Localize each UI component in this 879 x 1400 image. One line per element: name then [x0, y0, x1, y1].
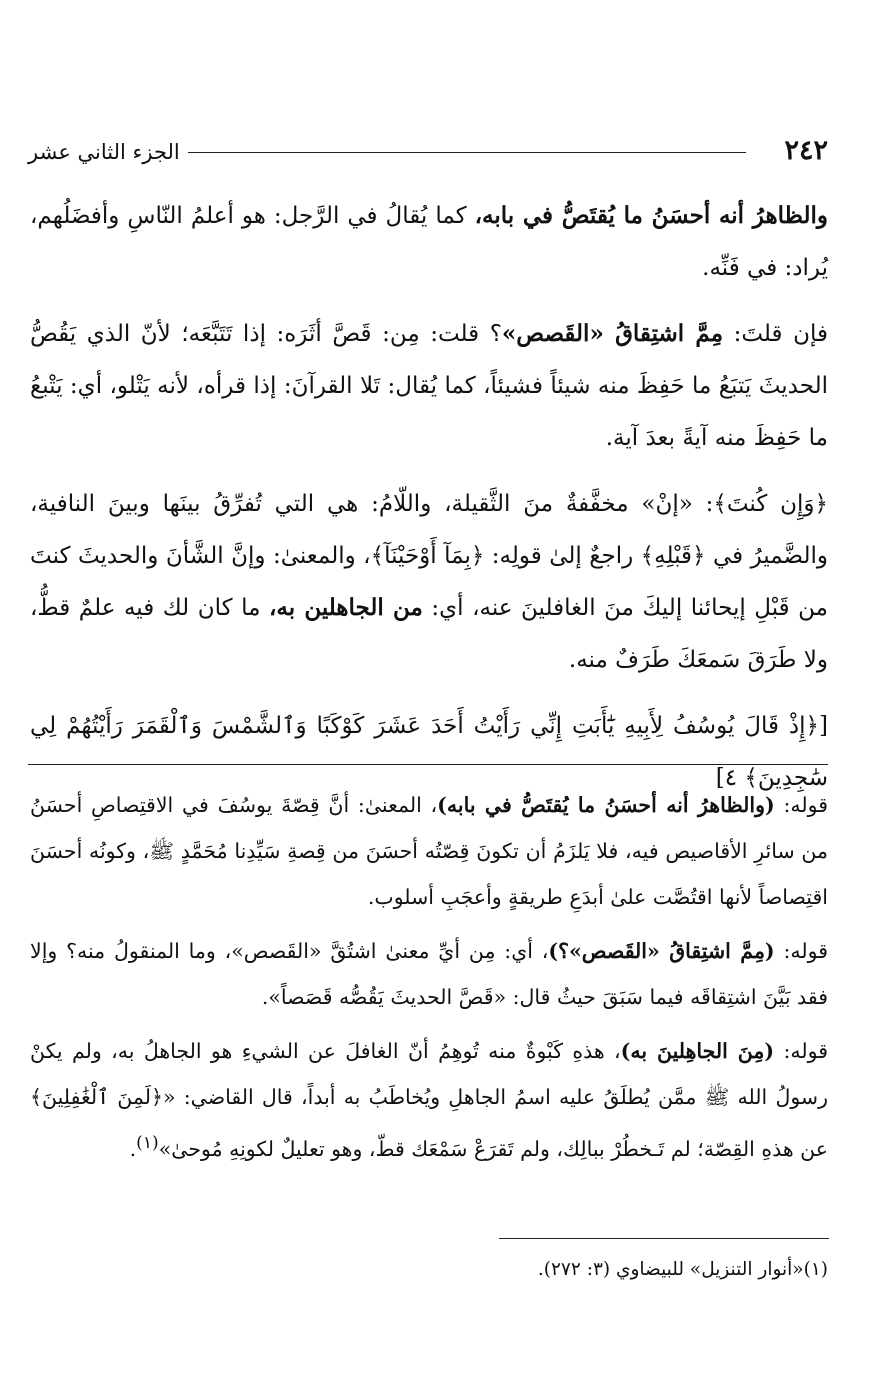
bold-phrase: والظاهرُ أنه أحسَنُ ما يُقتَصُّ في بابه،: [474, 202, 828, 229]
paragraph-text: ، المعنىٰ: أنَّ قِصّةَ يوسُفَ في الاقتِصاصِ أحسَنُ من سائرِ الأقاصيص فيه، فلا يَلزَمُ أن تكونَ قِصّتُه أحسَنَ من قِصةِ سَيِّدِنا مُحَمَّدٍ ﷺ، وكونُه أحسَنَ اقتِصاصاً لأنها اقتُصَّت علىٰ أبدَعِ طريقةٍ وأعجَبِ أسلوب.: [30, 793, 828, 909]
footnote-reference[interactable]: (١): [136, 1133, 159, 1153]
bold-phrase: (مِمَّ اشتِقاقُ «القَصص»؟): [548, 939, 775, 963]
bold-phrase: (مِنَ الجاهِلينَ به): [620, 1039, 775, 1063]
bold-phrase: مِمَّ اشتِقاقُ «القَصص»: [501, 320, 724, 347]
quran-verse: [﴿إِذْ قَالَ يُوسُفُ لِأَبِيهِ يَٰٓأَبَتِ إِنِّي رَأَيْتُ أَحَدَ عَشَرَ كَوْكَبًا وَٱلشَّمْسَ وَٱلْقَمَرَ رَأَيْتُهُمْ لِي سَٰجِدِينَ﴾ ٤]: [30, 713, 828, 791]
bold-phrase: من الجاهلين به،: [268, 594, 423, 621]
paragraph-text: .: [129, 1136, 137, 1161]
section-divider: [28, 764, 828, 765]
paragraph-text: قوله:: [774, 1039, 828, 1063]
paragraph-text: فإن قلتَ:: [723, 321, 828, 347]
paragraph-text: ﴿وَإِن كُنتَ﴾: «إنْ» مخفَّفةٌ منَ الثَّقيلة، واللّامُ: هي التي تُفرِّقُ بينَها وبينَ النافية، والضَّميرُ في ﴿قَبْلِهِ﴾ راجعٌ إلىٰ قولِه: ﴿بِمَآ أَوْحَيْنَآ﴾، والمعنىٰ: وإنَّ الشَّأنَ والحديثَ كنتَ من قَبْلِ إيحائنا إليكَ منَ الغافلينَ عنه، أي:: [30, 491, 828, 621]
paragraph-text: كما يُقالُ في الرَّجل: هو أعلمُ النّاسِ وأفضَلُهم، يُراد: في فَنِّه.: [30, 203, 828, 281]
main-paragraph: [30, 478, 828, 686]
paragraph-text: ما كان لك فيه علمٌ قطُّ، ولا طَرَقَ سَمعَكَ طَرَفٌ منه.: [30, 595, 828, 673]
footnote: (١)«أنوار التنزيل» للبيضاوي (٣: ٢٧٢).: [537, 1259, 828, 1280]
paragraph-text: ؟ قلت: مِن: قَصَّ أثَرَه: إذا تَتَبَّعَه؛ لأنّ الذي يَقُصُّ الحديثَ يَتبَعُ ما حَفِظَ منه شيئاً فشيئاً، كما يُقال: تَلا القرآنَ: إذا قرأه، لأنه يَتْلو، أي: يَتْبعُ ما حَفِظَ منه آيةً بعدَ آية.: [30, 321, 828, 451]
main-paragraph: [30, 308, 828, 464]
commentary-paragraph: [30, 928, 828, 1020]
commentary-section: [30, 782, 828, 1180]
page-header: [28, 133, 828, 173]
commentary-paragraph: [30, 1028, 828, 1172]
footnote-rule: [499, 1238, 829, 1239]
bold-phrase: (والظاهرُ أنه أحسَنُ ما يُقتَصُّ في بابه): [437, 793, 775, 817]
paragraph-text: ، هذهِ كَبْوةٌ منه تُوهِمُ أنّ الغافلَ عن الشيءِ هو الجاهلُ به، ولم يكنْ رسولُ الله ﷺ ممَّن يُطلَقُ عليه اسمُ الجاهلِ ويُخاطَبُ به أبداً، قال القاضي: «﴿لَمِنَ ٱلْغَٰفِلِينَ﴾ عن هذهِ القِصّة؛ لم تَـخطُرْ ببالِك، ولم تَقرَعْ سَمْعَك قطّ، وهو تعليلٌ لكونِهِ مُوحىٰ»: [30, 1039, 828, 1161]
main-paragraph: [30, 190, 828, 294]
commentary-paragraph: [30, 782, 828, 920]
running-title: الجزء الثاني عشر: [28, 140, 180, 164]
paragraph-text: قوله:: [774, 939, 828, 963]
paragraph-text: قوله:: [774, 793, 828, 817]
page-number: ٢٤٢: [784, 135, 828, 166]
header-rule: [188, 152, 746, 153]
paragraph-text: ، أي: مِن أيِّ معنىٰ اشتُقَّ «القَصص»، وما المنقولُ منه؟ وإلا فقد بَيَّنَ اشتِقاقَه فيما سَبَقَ حيثُ قال: «قَصَّ الحديثَ يَقُصُّه قَصَصاً».: [30, 939, 828, 1009]
main-text: [30, 190, 828, 818]
